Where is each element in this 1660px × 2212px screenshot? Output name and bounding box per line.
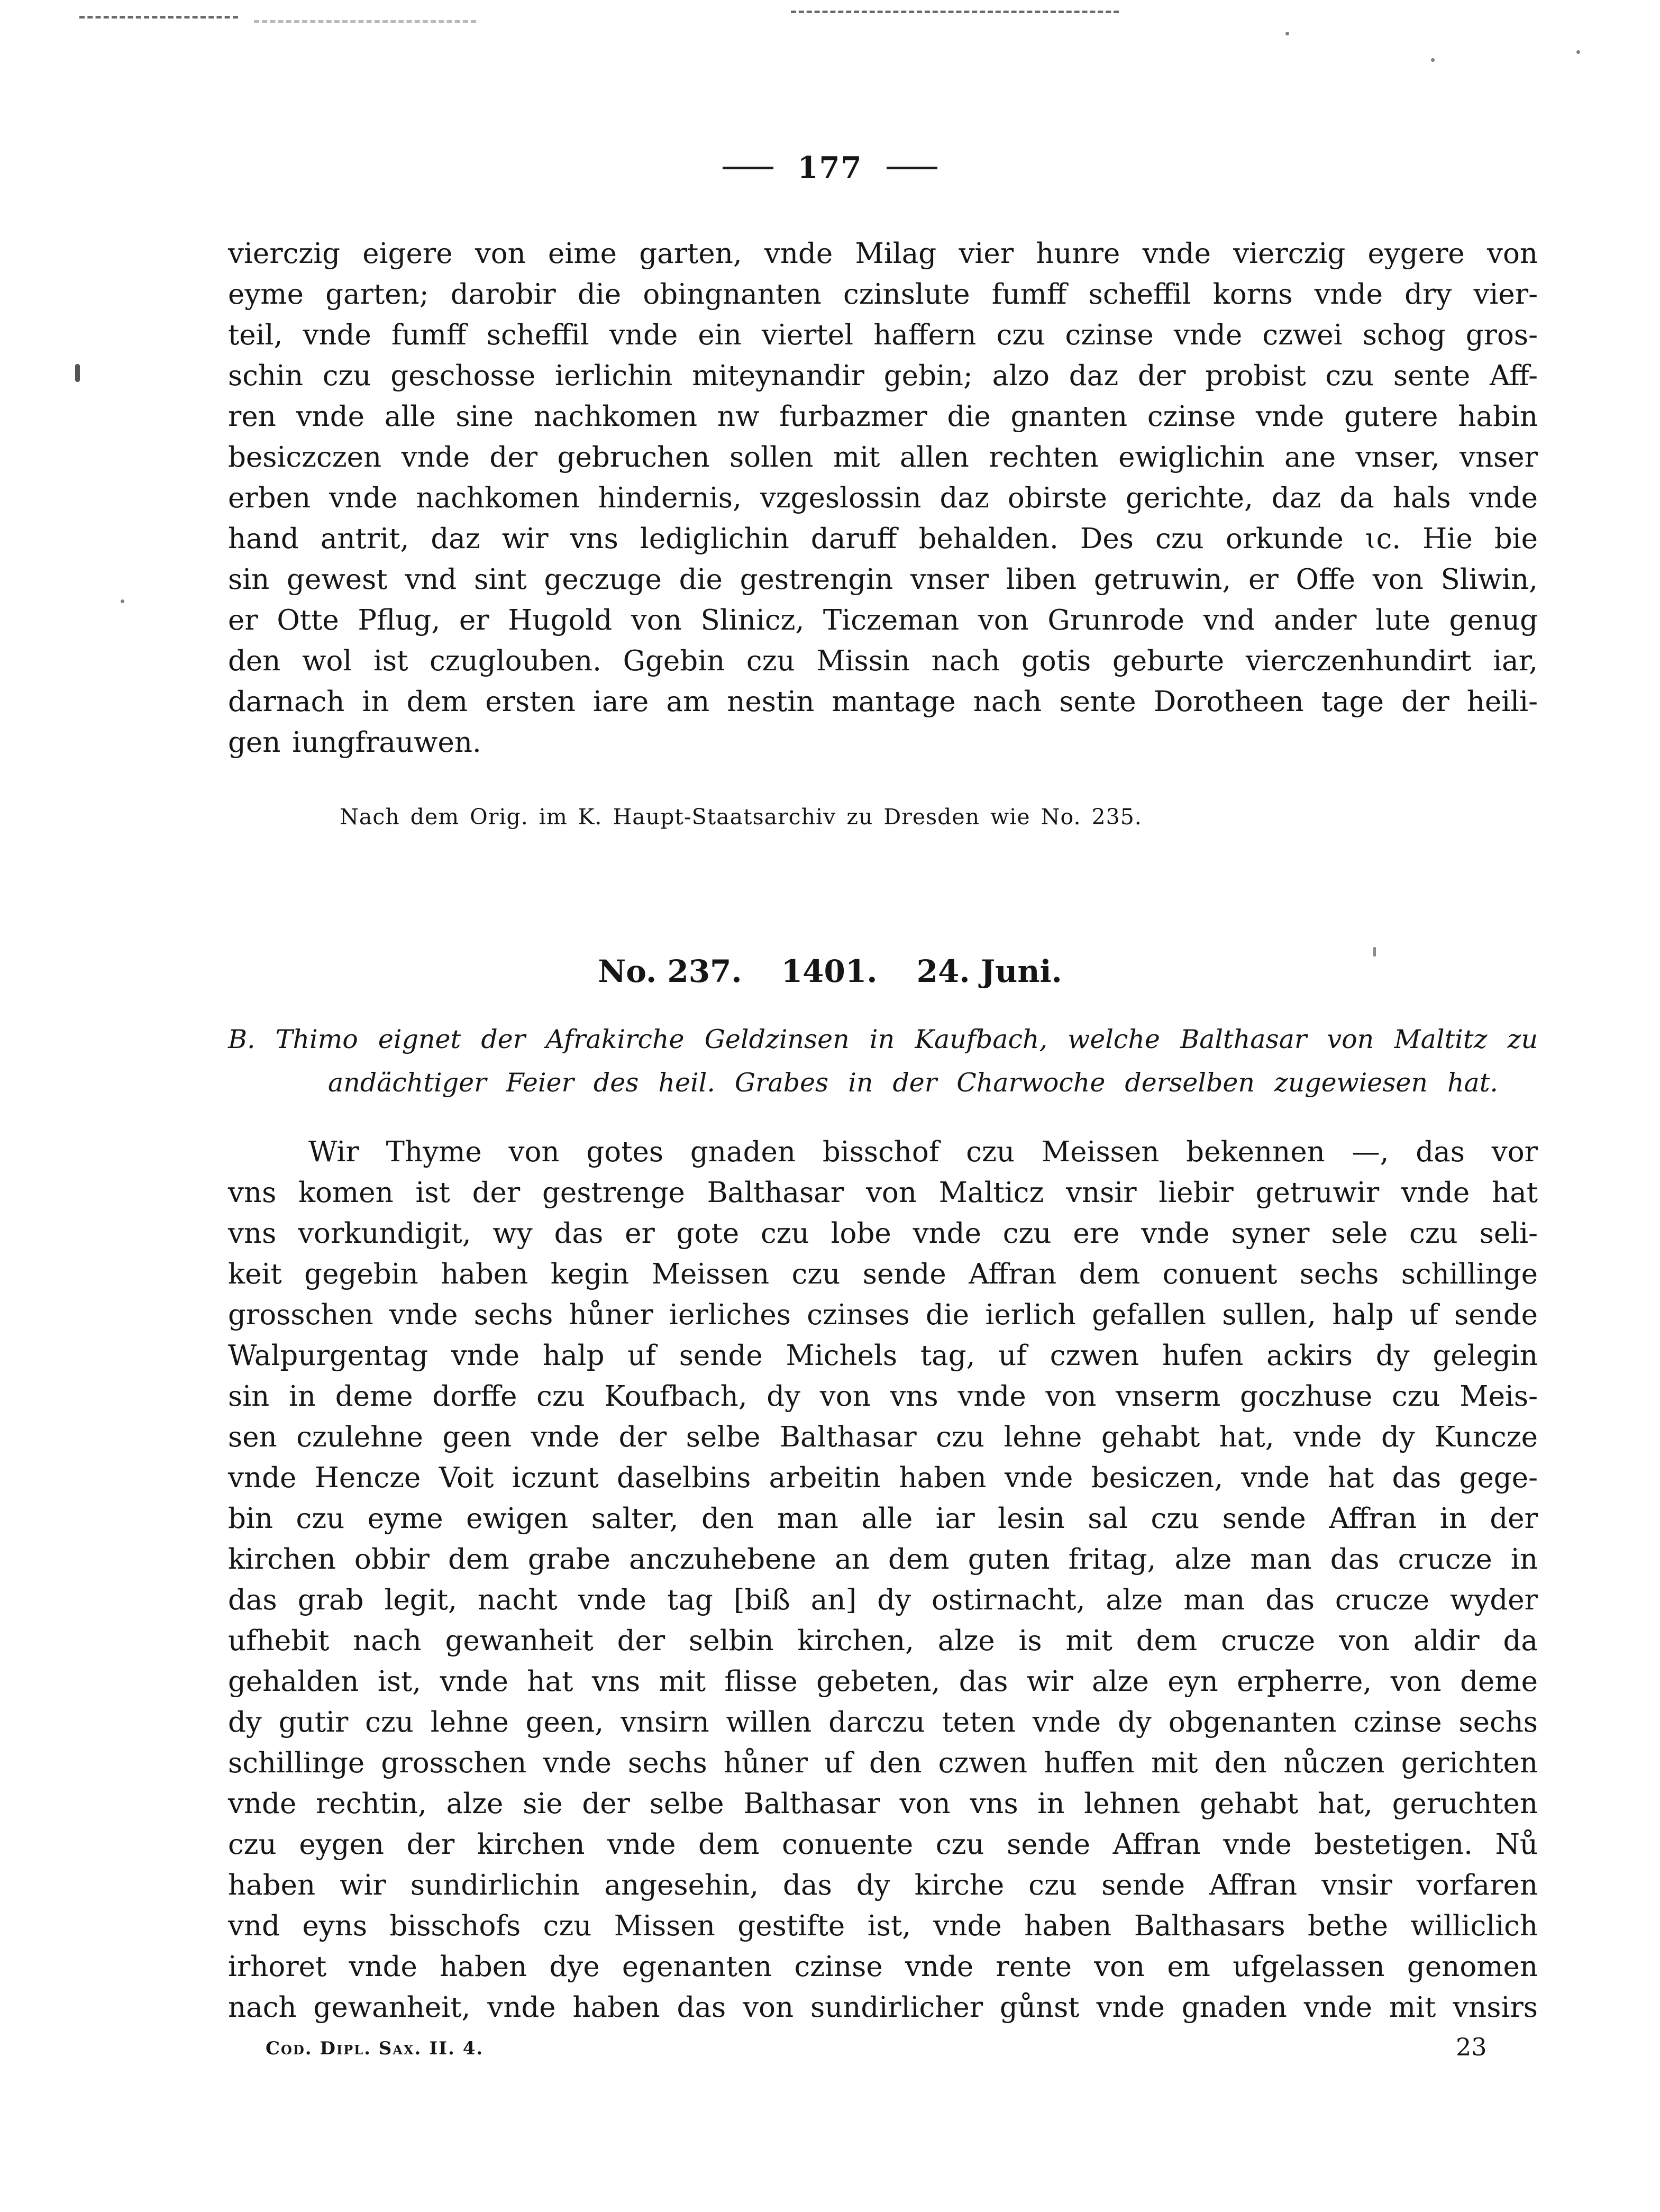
text-line: sin gewest vnd sint geczuge die gestrengin vnser liben getruwin, er Offe von Sliwin, <box>228 563 1538 596</box>
text-line: dy gutir czu lehne geen, vnsirn willen darczu teten vnde dy obgenanten czinse sechs <box>228 1706 1538 1738</box>
text-line: bin czu eyme ewigen salter, den man alle iar lesin sal czu sende Affran in der <box>228 1503 1538 1535</box>
entry-summary-line-1: B. Thimo eignet der Afrakirche Geldzinsen in Kaufbach, welche Balthasar von Maltitz zu <box>228 1024 1538 1054</box>
scan-artifact <box>1285 32 1289 35</box>
text-line: keit gegebin haben kegin Meissen czu sende Affran dem conuent sechs schillinge <box>228 1258 1538 1290</box>
scan-artifact <box>1576 50 1580 54</box>
text-line: vnde Hencze Voit iczunt daselbins arbeitin haben vnde besiczen, vnde hat das gege- <box>228 1462 1538 1494</box>
text-line: eyme garten; darobir die obingnanten czinslute fumff scheffil korns vnde dry vier- <box>228 278 1538 311</box>
text-line: vnd eyns bisschofs czu Missen gestifte ist, vnde haben Balthasars bethe williclich <box>228 1910 1538 1942</box>
scan-artifact <box>75 364 80 382</box>
entry-year: 1401. <box>781 953 878 989</box>
text-line: irhoret vnde haben dye egenanten czinse vnde rente von em ufgelassen genomen <box>228 1951 1538 1983</box>
scan-artifact <box>254 20 476 23</box>
entry-heading <box>0 953 1660 989</box>
text-line: ren vnde alle sine nachkomen nw furbazmer die gnanten czinse vnde gutere habin <box>228 400 1538 433</box>
sheet-number: 23 <box>1456 2033 1487 2061</box>
scan-artifact <box>791 11 1119 13</box>
text-line: Walpurgentag vnde halp uf sende Michels tag, uf czwen hufen ackirs dy gelegin <box>228 1340 1538 1372</box>
text-line: vns komen ist der gestrenge Balthasar von Malticz vnsir liebir getruwir vnde hat <box>228 1177 1538 1209</box>
text-line: grosschen vnde sechs hůner ierliches czinses die ierlich gefallen sullen, halp uf sende <box>228 1299 1538 1331</box>
text-line: ufhebit nach gewanheit der selbin kirchen, alze is mit dem crucze von aldir da <box>228 1625 1538 1657</box>
printer-signature: Cod. Dipl. Sax. II. 4. <box>266 2038 484 2059</box>
text-line: vierczig eigere von eime garten, vnde Milag vier hunre vnde vierczig eygere von <box>228 238 1538 270</box>
scan-artifact <box>79 16 238 19</box>
text-line: erben vnde nachkomen hindernis, vzgeslossin daz obirste gerichte, daz da hals vnde <box>228 482 1538 514</box>
text-line: vnde rechtin, alze sie der selbe Balthasar von vns in lehnen gehabt hat, geruchten <box>228 1788 1538 1820</box>
entry-number: No. 237. <box>598 953 742 989</box>
scan-artifact <box>1431 58 1435 62</box>
text-line: besiczczen vnde der gebruchen sollen mit allen rechten ewiglichin ane vnser, vnser <box>228 441 1538 474</box>
page-header <box>0 150 1660 185</box>
text-line: kirchen obbir dem grabe anczuhebene an dem guten fritag, alze man das crucze in <box>228 1543 1538 1576</box>
text-line: den wol ist czuglouben. Ggebin czu Missin nach gotis geburte vierczenhundirt iar, <box>228 645 1538 677</box>
entry-date: 24. Juni. <box>916 953 1062 989</box>
text-line: sin in deme dorffe czu Koufbach, dy von vns vnde von vnserm goczhuse czu Meis- <box>228 1380 1538 1413</box>
page-number: 177 <box>797 150 863 185</box>
page-number-rule-right <box>887 167 937 169</box>
text-line: schillinge grosschen vnde sechs hůner uf den czwen huffen mit den nůczen gerichten <box>228 1747 1538 1779</box>
scan-artifact <box>121 599 124 603</box>
previous-entry-paragraph <box>228 233 1538 763</box>
text-line: gen iungfrauwen. <box>228 726 481 759</box>
text-line: czu eygen der kirchen vnde dem conuente czu sende Affran vnde bestetigen. Nů <box>228 1828 1538 1861</box>
source-note: Nach dem Orig. im K. Haupt-Staatsarchiv zu Dresden wie No. 235. <box>340 804 1142 830</box>
text-line: sen czulehne geen vnde der selbe Balthasar czu lehne gehabt hat, vnde dy Kuncze <box>228 1421 1538 1453</box>
text-line: er Otte Pflug, er Hugold von Slinicz, Ticzeman von Grunrode vnd ander lute genug <box>228 604 1538 636</box>
text-line: teil, vnde fumff scheffil vnde ein viertel haffern czu czinse vnde czwei schog gros- <box>228 319 1538 351</box>
text-line: gehalden ist, vnde hat vns mit flisse gebeten, das wir alze eyn erpherre, von deme <box>228 1665 1538 1698</box>
text-line: hand antrit, daz wir vns lediglichin daruff behalden. Des czu orkunde ɩc. Hie bie <box>228 523 1538 555</box>
text-line: haben wir sundirlichin angesehin, das dy kirche czu sende Affran vnsir vorfaren <box>228 1869 1538 1901</box>
text-line: darnach in dem ersten iare am nestin mantage nach sente Dorotheen tage der heili- <box>228 686 1538 718</box>
page-number-rule-left <box>723 167 773 169</box>
text-line: schin czu geschosse ierlichin miteynandir gebin; alzo daz der probist czu sente Aff- <box>228 360 1538 392</box>
text-line: das grab legit, nacht vnde tag [biß an] dy ostirnacht, alze man das crucze wyder <box>228 1584 1538 1616</box>
text-line: nach gewanheit, vnde haben das von sundirlicher gůnst vnde gnaden vnde mit vnsirs <box>228 1991 1538 2024</box>
text-line: Wir Thyme von gotes gnaden bisschof czu Meissen bekennen —, das vor <box>308 1136 1538 1168</box>
entry-body-paragraph <box>228 1132 1538 2028</box>
entry-summary-line-2: andächtiger Feier des heil. Grabes in der Charwoche derselben zugewiesen hat. <box>328 1068 1498 1098</box>
text-line: vns vorkundigit, wy das er gote czu lobe vnde czu ere vnde syner sele czu seli- <box>228 1217 1538 1250</box>
